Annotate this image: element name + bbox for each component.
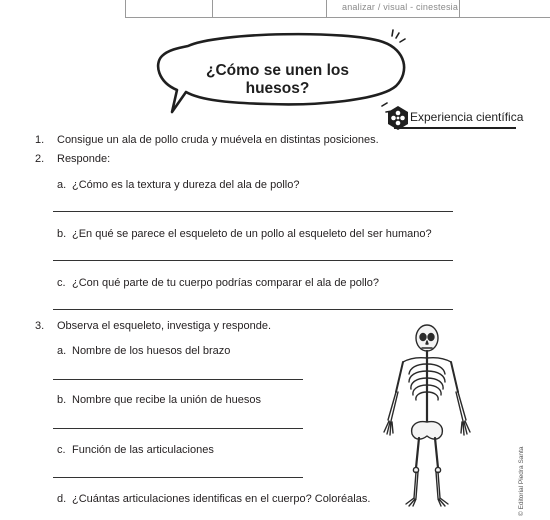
header-divider: [459, 0, 460, 17]
question-letter: a.: [57, 179, 67, 191]
question-letter: c.: [57, 444, 66, 456]
header-rule: [125, 17, 550, 18]
page-header-strip: [0, 0, 550, 20]
activity-number: 2.: [35, 153, 45, 165]
badge-underline: [394, 127, 516, 129]
question-text: Nombre que recibe la unión de huesos: [72, 394, 261, 406]
activity-text: Responde:: [57, 153, 111, 165]
activity-number: 3.: [35, 320, 45, 332]
header-divider: [212, 0, 213, 17]
answer-line[interactable]: [53, 211, 453, 212]
question-letter: b.: [57, 228, 67, 240]
question-text: ¿En qué se parece el esqueleto de un pollo al esqueleto del ser humano?: [72, 228, 432, 240]
activity-text: Observa el esqueleto, investiga y responde.: [57, 320, 272, 332]
question-letter: b.: [57, 394, 67, 406]
activity-number: 1.: [35, 134, 45, 146]
page-title: ¿Cómo se unen los huesos?: [206, 62, 349, 97]
question-text: Nombre de los huesos del brazo: [72, 345, 231, 357]
header-divider: [125, 0, 126, 17]
answer-line[interactable]: [53, 428, 303, 429]
badge-label: Experiencia científica: [410, 110, 524, 124]
copyright-note: [518, 446, 530, 520]
question-text: ¿Cómo es la textura y dureza del ala de pollo?: [72, 179, 300, 191]
question-text: ¿Cuántas articulaciones identificas en el cuerpo? Coloréalas.: [72, 493, 371, 505]
answer-line[interactable]: [53, 379, 303, 380]
header-divider: [326, 0, 327, 17]
question-text: Función de las articulaciones: [72, 444, 214, 456]
question-letter: a.: [57, 345, 67, 357]
question-text: ¿Con qué parte de tu cuerpo podrías comparar el ala de pollo?: [72, 277, 379, 289]
answer-line[interactable]: [53, 309, 453, 310]
copyright-text: © Editorial Piedra Santa: [518, 446, 525, 516]
activity-text: Consigue un ala de pollo cruda y muévela en distintas posiciones.: [57, 134, 379, 146]
answer-line[interactable]: [53, 260, 453, 261]
question-letter: c.: [57, 277, 66, 289]
skeleton-illustration: [372, 320, 482, 508]
answer-line[interactable]: [53, 477, 303, 478]
question-letter: d.: [57, 493, 67, 505]
header-tags: analizar / visual - cinestesia: [342, 2, 459, 12]
